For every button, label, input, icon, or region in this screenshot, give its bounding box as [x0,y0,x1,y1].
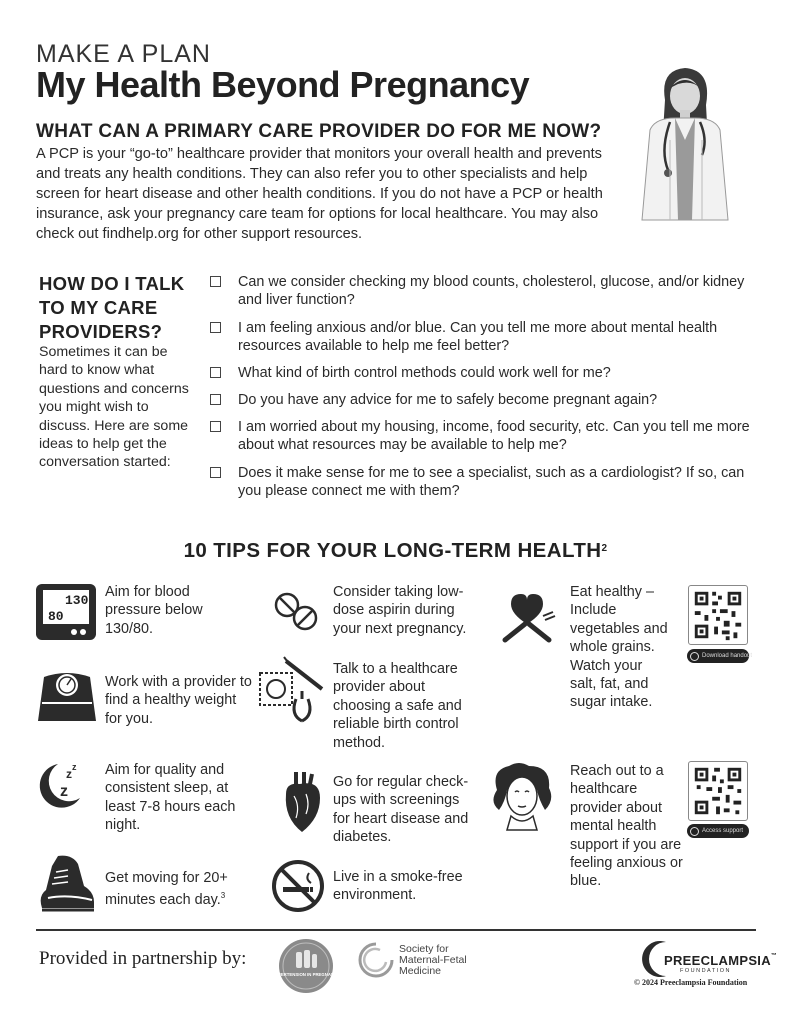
question-text: What kind of birth control methods could work well for me? [238,365,611,381]
checkbox[interactable] [210,276,221,287]
tip-text: Aim for quality and consistent sleep, at least 7-8 hours each night. [105,762,236,834]
pcp-heading: WHAT CAN A PRIMARY CARE PROVIDER DO FOR ME NOW? [36,121,602,142]
birth-control-icon [256,655,326,725]
checkbox[interactable] [210,421,221,432]
smfm-text: Society for Maternal-Fetal Medicine [399,943,467,977]
scale-icon [36,663,98,725]
pcp-body: A PCP is your “go-to” healthcare provider that monitors your overall health and prevents and treats any health conditions. They can also refer you to other specialists and help screen for heart disease and other health conditions. If you do not have a PCP or health insurance, ask your pregnancy care team for options for local healthcare. You may also check out findhelp.org for other support resources. [36,146,603,242]
moon-sleep-icon [36,760,91,810]
doctor-illustration [630,60,740,225]
page-title: My Health Beyond Pregnancy [36,64,530,105]
checkbox[interactable] [210,367,221,378]
checkbox[interactable] [210,467,221,478]
pf-name: PREECLAMPSIA™ [664,953,778,968]
sneaker-icon [38,852,96,914]
pills-icon [274,592,320,632]
svg-text:HYPERTENSION IN PREGNANCY: HYPERTENSION IN PREGNANCY [271,972,341,977]
question-text: Can we consider checking my blood counts, cholesterol, glucose, and/or kidney and liver function? [238,274,745,309]
heart-anatomy-icon [280,770,324,834]
tip-text: Reach out to a healthcare provider about mental health support if you are feeling anxious or blue. [570,763,683,890]
qr-code[interactable] [688,761,748,821]
tip-text: Talk to a healthcare provider about choosing a safe and reliable birth control method. [333,661,462,751]
hand-icon [690,652,699,661]
qr-code[interactable] [688,585,748,645]
phone-icon [690,827,699,836]
tip-text: Go for regular check-ups with screenings for heart disease and diabetes. [333,774,469,846]
checkbox[interactable] [210,394,221,405]
hypertension-in-pregnancy-logo [271,938,341,994]
tip-text: Work with a provider to find a healthy weight for you. [105,674,252,727]
partner-label: Provided in partnership by: [39,948,247,969]
tip-text: Eat healthy – Include vegetables and whole grains. Watch your salt, fat, and sugar intake. [570,584,668,711]
pf-sub: FOUNDATION [680,968,731,974]
qr-support-label[interactable]: Access support [687,824,749,838]
talk-body: Sometimes it can be hard to know what questions and concerns you might wish to discuss. Here are some ideas to help get the conversation started: [39,344,189,471]
blood-pressure-monitor-icon [34,582,98,642]
svg-text:z: z [72,762,77,772]
qr-download-label[interactable]: Download handout [687,649,749,663]
checkbox[interactable] [210,322,221,333]
question-text: Do you have any advice for me to safely become pregnant again? [238,392,658,408]
tip-text: Get moving for 20+ minutes each day.$^3$ [105,870,228,909]
copyright: © 2024 Preeclampsia Foundation [634,978,748,987]
question-text: Does it make sense for me to see a specialist, such as a cardiologist? If so, can you please connect me with them? [238,465,745,500]
svg-text:80: 80 [48,609,64,624]
footer-divider [36,929,756,931]
question-text: I am feeling anxious and/or blue. Can you tell me more about mental health resources available to help me feel better? [238,320,718,355]
svg-text:z: z [60,783,68,800]
svg-text:130: 130 [65,593,89,608]
heart-fork-knife-icon [497,590,557,646]
no-smoking-icon [271,859,325,913]
smfm-logo-icon [358,942,394,978]
tip-text: Live in a smoke-free environment. [333,869,463,904]
talk-heading: HOW DO I TALK TO MY CARE PROVIDERS? [39,273,185,342]
question-text: I am worried about my housing, income, food security, etc. Can you tell me more about what resources may be available to help me? [238,419,750,454]
tip-text: Consider taking low-dose aspirin during your next pregnancy. [333,584,467,637]
woman-head-icon [489,760,555,832]
tip-text: Aim for blood pressure below 130/80. [105,584,203,637]
svg-text:z: z [66,767,72,781]
tips-heading: 10 TIPS FOR YOUR LONG-TERM HEALTH$^2$ [183,539,608,562]
kicker: MAKE A PLAN [36,40,211,68]
